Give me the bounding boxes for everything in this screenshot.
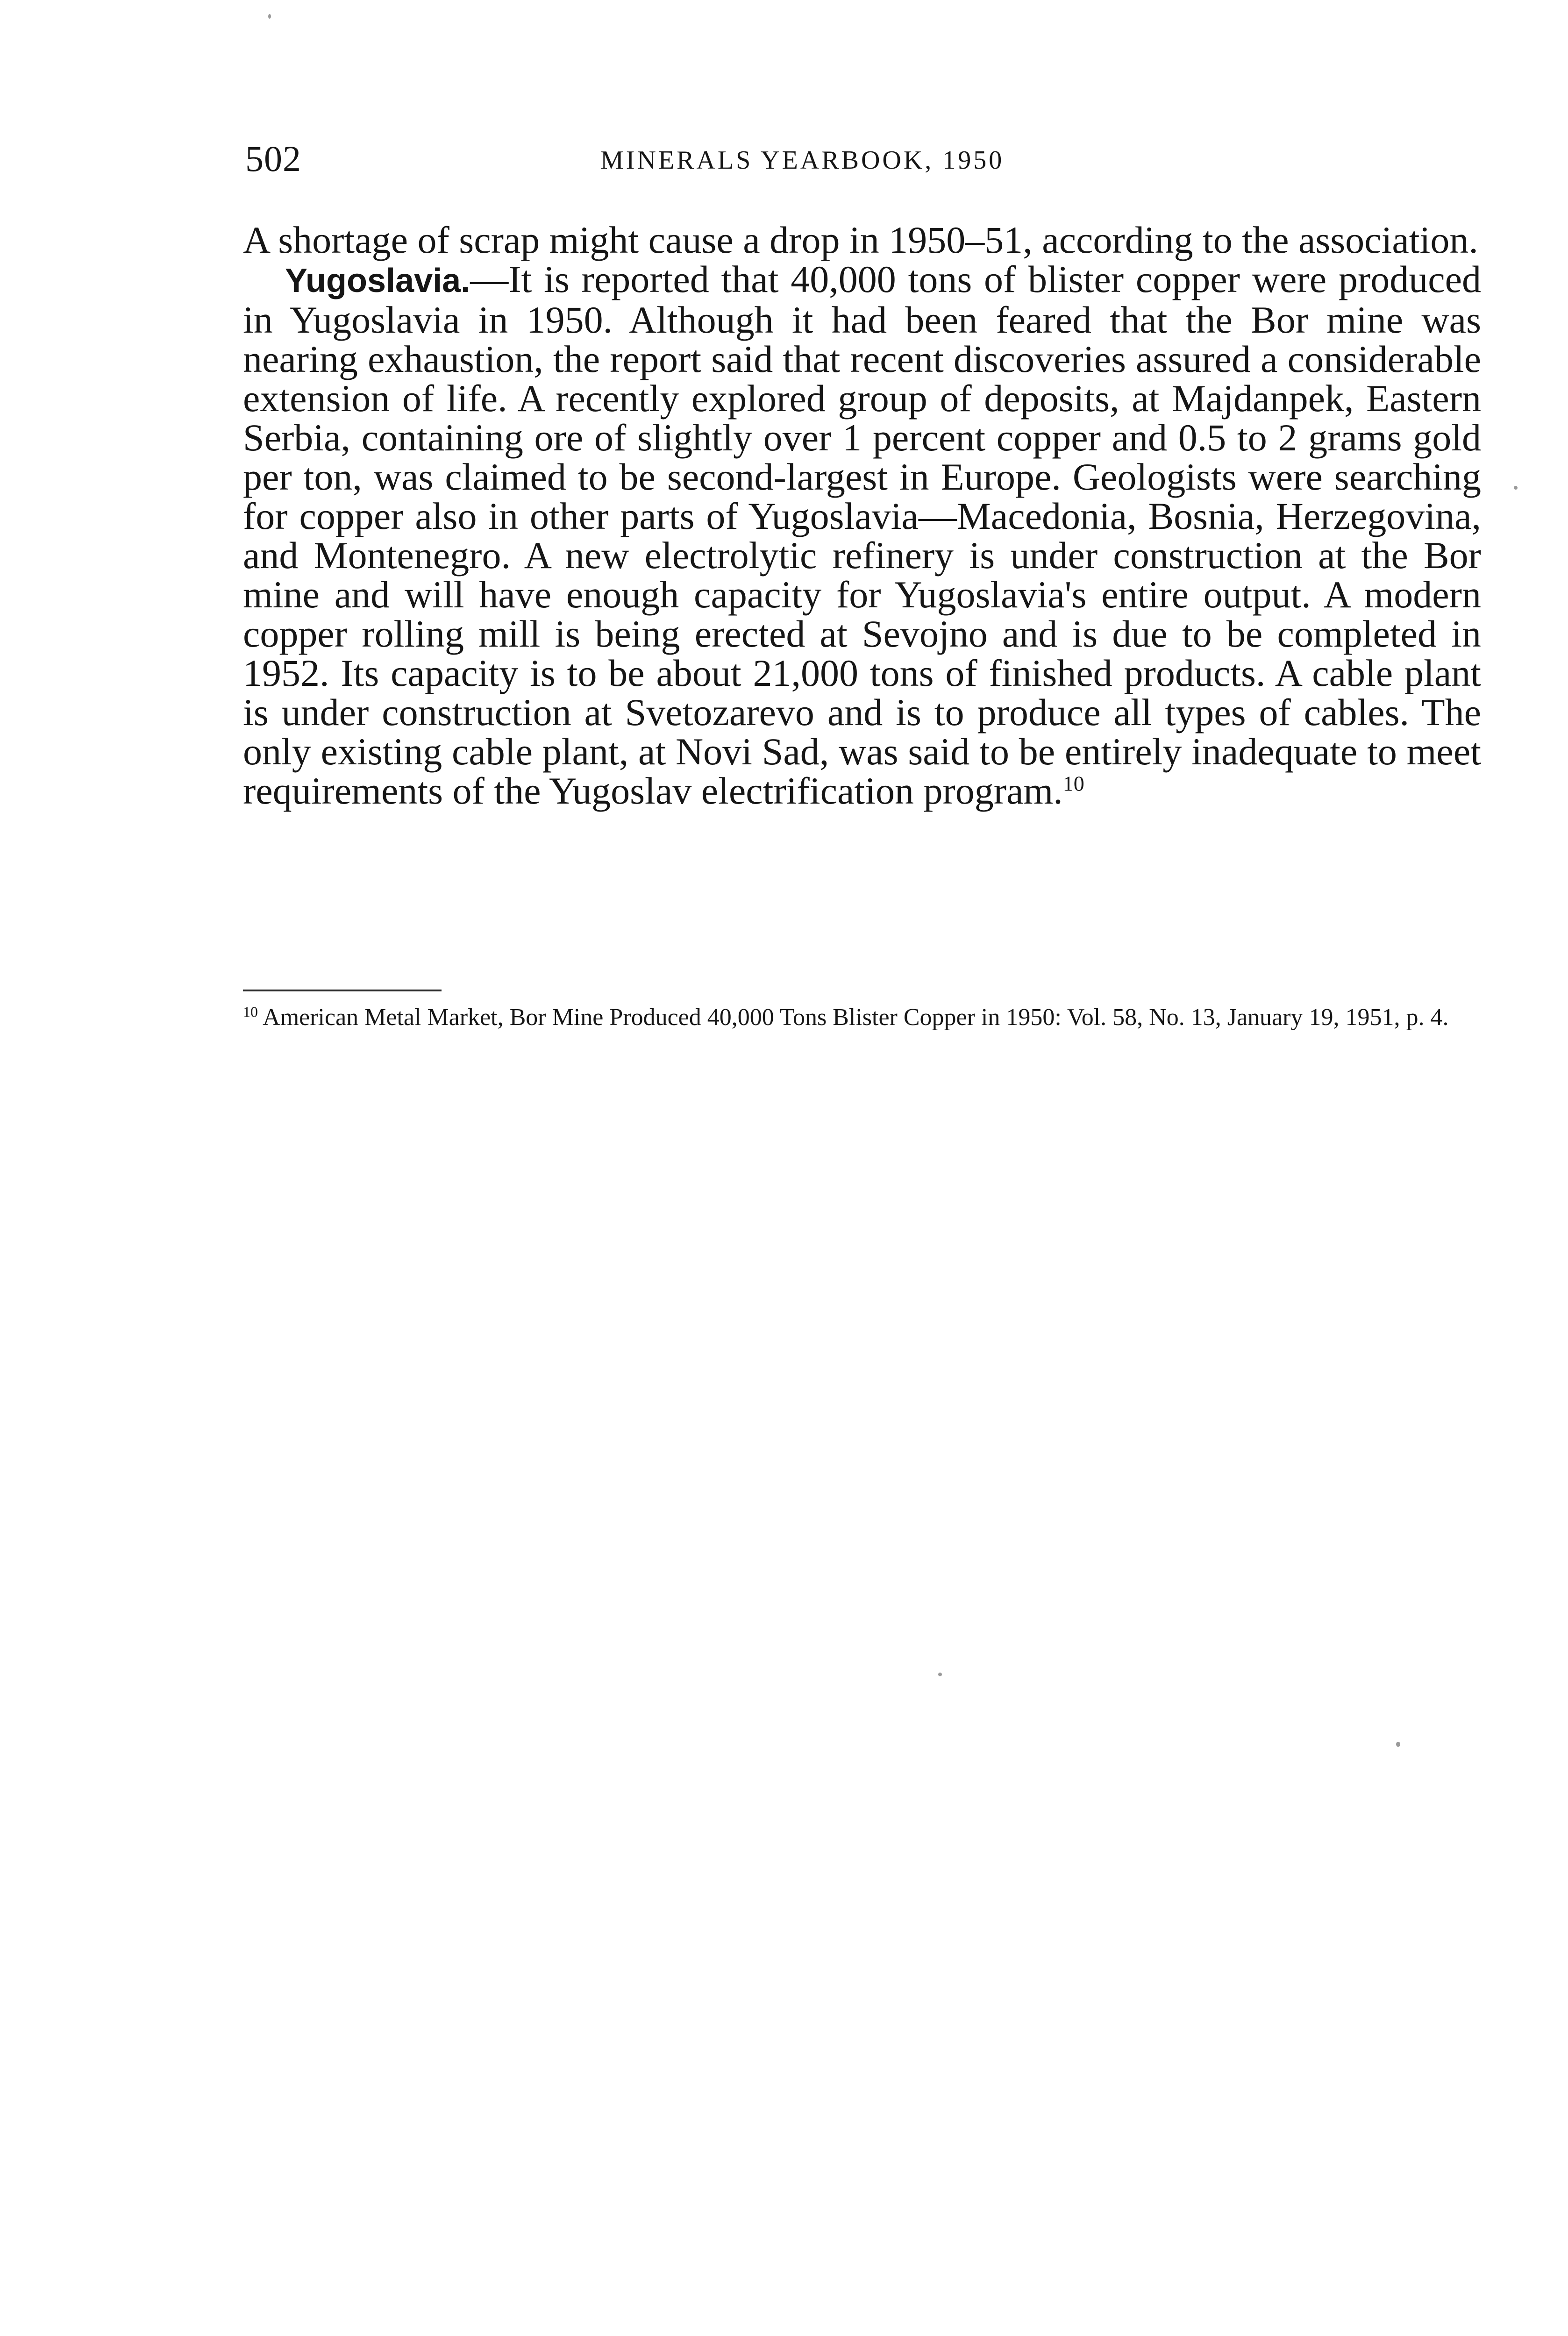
body-text bbox=[243, 221, 1481, 811]
page-header bbox=[245, 135, 1479, 187]
footnote-reference: 10 bbox=[1062, 771, 1084, 796]
running-head: MINERALS YEARBOOK, 1950 bbox=[600, 146, 1005, 175]
footnote bbox=[243, 1004, 1481, 1032]
footnote-text: American Metal Market, Bor Mine Produced 40,000 Tons Blister Copper in 1950: Vol. 58, No. 13, January 19, 1951, p. 4. bbox=[263, 1004, 1449, 1031]
paragraph-yugoslavia bbox=[243, 260, 1481, 811]
scan-speck bbox=[938, 1673, 942, 1676]
paragraph-scrap-shortage: A shortage of scrap might cause a drop in 1950–51, according to the association. bbox=[243, 219, 1478, 261]
scan-speck bbox=[268, 14, 271, 19]
scan-speck bbox=[1396, 1742, 1400, 1747]
section-heading-yugoslavia: Yugoslavia. bbox=[285, 262, 470, 299]
scan-speck bbox=[1514, 486, 1518, 490]
page-number: 502 bbox=[245, 138, 301, 179]
footnote-marker: 10 bbox=[243, 1003, 258, 1020]
footnote-divider bbox=[243, 990, 442, 991]
paragraph-yugoslavia-text: —It is reported that 40,000 tons of blister copper were produced in Yugoslavia in 1950. Although it had been feared that the Bor mine was nearing exhaustion, the report said that recent discoveries assured a considerable extension of life. A recently explored group of deposits, at Majdanpek, Eastern Serbia, containing ore of slightly over 1 percent copper and 0.5 to 2 grams gold per ton, was claimed to be second-largest in Europe. Geologists were searching for copper also in other parts of Yugoslavia—Macedonia, Bosnia, Herzegovina, and Montenegro. A new electrolytic refinery is under construction at the Bor mine and will have enough capacity for Yugoslavia's entire output. A modern copper rolling mill is being erected at Sevojno and is due to be completed in 1952. Its capacity is to be about 21,000 tons of finished products. A cable plant is under construction at Svetozarevo and is to produce all types of cables. The only existing cable plant, at Novi Sad, was said to be entirely inadequate to meet requirements of the Yugoslav electrification program. bbox=[243, 258, 1481, 812]
